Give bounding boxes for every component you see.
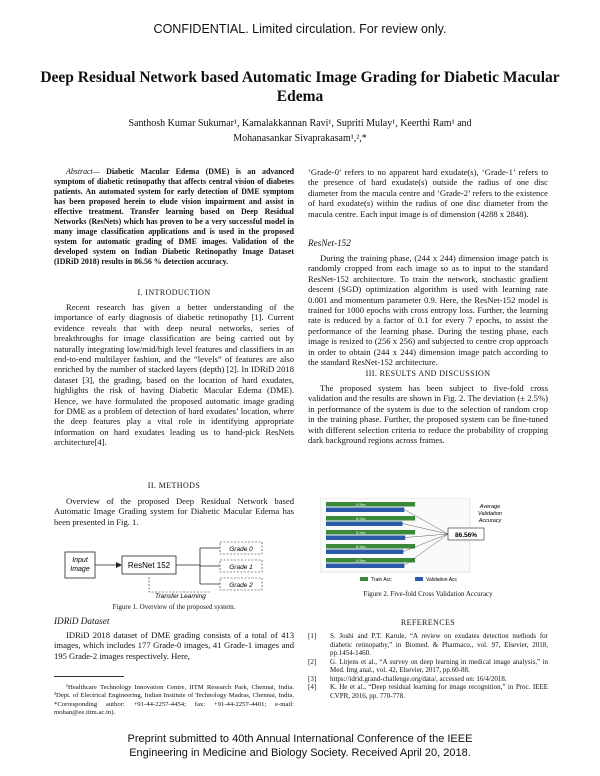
reference-text: https://idrid.grand-challenge.org/data/, accessed on: 16/4/2018. bbox=[330, 674, 507, 683]
reference-text: K. He et al., “Deep residual learning for image recognition,” in Proc. IEEE CVPR, 2016, pp. 770-778. bbox=[330, 683, 548, 700]
authors-line-1: Santhosh Kumar Sukumar¹, Kamalakkannan Ravi¹, Supriti Mulay¹, Keerthi Ram¹ and bbox=[128, 118, 472, 129]
avg-value: 86.56% bbox=[454, 532, 478, 539]
grade-1-label: Grade 1 bbox=[229, 564, 253, 571]
figure-1-caption: Figure 1. Overview of the proposed system. bbox=[112, 603, 236, 611]
resnet-label: ResNet 152 bbox=[127, 561, 171, 570]
figure-2-caption: Figure 2. Five-fold Cross Validation Accuracy bbox=[363, 590, 493, 598]
legend-train-label: Train Acc bbox=[371, 577, 392, 583]
methods-text bbox=[54, 496, 294, 527]
grade-2-label: Grade 2 bbox=[229, 582, 253, 589]
bar-data-label: 0.9xx bbox=[356, 530, 366, 535]
references-title: REFERENCES bbox=[400, 618, 456, 627]
grade-definitions-text bbox=[308, 167, 548, 219]
resnet-paragraph: During the training phase, (244 x 244) dimension image patch is randomly cropped from each image so as to input to the standard ResNet-152 architecture. To train the network, stochastic gradient descent (SGD) optimization algorithm is used with learning rate 0.001 and momentum parameter 0.9. Here, the ResNet-152 model is trained for 1000 epochs with cross entropy loss. Further, the learning rate is reduced by a factor of 0.1 for every 7 epochs, to assist the performance of the learning phase. During the testing phase, each image is resized to (256 x 256) and subjected to centre crop approach in order to obtain (244 x 244) dimension image patch according to the standard ResNet-152 architecture. bbox=[308, 253, 548, 368]
introduction-paragraph: Recent research has given a better understanding of the importance of early diagnosis of diabetic retinopathy [1]. Current evidence reveals that with deep neural networks, series of breakthroughs for image classification are being carried out by naturally integrating low/mid/high level features and classifiers in an end-to-end multilayer fashion, and the “levels” of features are also enriched by the number of stacked layers (depth) [2]. In IDRiD 2018 dataset [3], the grading, based on the location of hard exudates, highlights the risk of having Diabetic Macular Edema (DME). Hence, we have formulated the proposed automatic image grading for DME as a problem of detection of hard exudates’ location, where the deep features play a vital role in identifying appropriate information on hard exudates leading us to hand-pick ResNets architecture[4]. bbox=[54, 302, 294, 448]
reference-item bbox=[308, 632, 548, 658]
reference-text: S. Joshi and P.T. Karule, “A review on exudates detection methods for diabetic retinopathy,” in Biomed. & Pharmaco., vol. 97, Elsevier, 2018, pp.1454-1460. bbox=[330, 632, 548, 657]
idrid-paragraph: IDRiD 2018 dataset of DME grading consists of a total of 413 images, which includes 177 Grade-0 images, 41 Grade-1 images and 195 Grade-2 images respectively. Here, bbox=[54, 630, 294, 661]
reference-item bbox=[308, 658, 548, 675]
figure-2-chart bbox=[320, 498, 530, 586]
grade-0-label: Grade 0 bbox=[229, 546, 253, 553]
authors-line-2: Mohanasankar Sivaprakasam¹,²,* bbox=[233, 133, 367, 144]
submission-line-1: Preprint submitted to 40th Annual International Conference of the IEEE bbox=[127, 733, 473, 745]
results-text bbox=[308, 383, 548, 445]
reference-number: [2] bbox=[308, 657, 317, 666]
section-results-title: III. RESULTS AND DISCUSSION bbox=[365, 369, 491, 378]
authors bbox=[40, 116, 560, 146]
input-label-1: Input bbox=[72, 557, 88, 564]
bar-train-fold-2 bbox=[326, 516, 415, 521]
bar-data-label: 0.9xx bbox=[356, 516, 366, 521]
bar-train-fold-5 bbox=[326, 558, 415, 563]
bar-validation-fold-4 bbox=[326, 550, 403, 555]
reference-number: [1] bbox=[308, 632, 317, 640]
reference-number: [4] bbox=[308, 683, 317, 691]
resnet-section-title: ResNet-152 bbox=[308, 238, 351, 248]
abstract bbox=[54, 167, 294, 267]
introduction-text bbox=[54, 302, 294, 448]
idrid-dataset-text bbox=[54, 630, 294, 661]
transfer-label: Transfer Learning bbox=[155, 593, 206, 600]
footnote bbox=[54, 684, 294, 717]
bar-train-fold-1 bbox=[326, 502, 415, 507]
bar-validation-fold-1 bbox=[326, 508, 404, 513]
footnote-text: ¹Healthcare Technology Innovation Centre, IITM Research Park, Chennai, India. ²Dept. of Electrical Engineering, Indian Institute of Technology Madras, Chennai, India. *Corresponding author: +91-44-2257-4454; fax: +91-44-2257-4401; e-mail: mohan@ee.iitm.ac.in). bbox=[54, 684, 294, 716]
idrid-dataset-title: IDRiD Dataset bbox=[54, 616, 110, 626]
bar-validation-fold-3 bbox=[326, 536, 405, 541]
legend-train-swatch bbox=[360, 577, 368, 581]
results-paragraph: The proposed system has been subject to five-fold cross validation and the results are shown in Fig. 2. The deviation (± 2.5%) in performance of the system is due to the selection of random crop in the training phase. Further, the proposed system can be fine-tuned with different selection criteria to reduce the probability of cropping dark background regions across frames. bbox=[308, 383, 548, 446]
bar-validation-fold-5 bbox=[326, 564, 404, 569]
grade-definitions-paragraph: ‘Grade-0’ refers to no apparent hard exudate(s), ‘Grade-1’ refers to the presence of hard exudate(s) outside the radius of one disc diameter from the macula centre and ‘Grade-2’ refers to the existence of hard exudate(s) within the radius of one disc diameter from the macula centre. Each input image is of dimension (4288 x 2848). bbox=[308, 167, 548, 219]
abstract-lead: Abstract— bbox=[66, 167, 100, 176]
figure-1-diagram bbox=[60, 540, 290, 600]
bar-validation-fold-2 bbox=[326, 522, 403, 527]
legend-validation-swatch bbox=[415, 577, 423, 581]
reference-number: [3] bbox=[308, 674, 317, 683]
input-label-2: Image bbox=[70, 566, 90, 573]
abstract-body: Diabetic Macular Edema (DME) is an advanced symptom of diabetic retinopathy that affects central vision of diabetes patients. An automated system for early detection of DME symptom has been proposed herein to elude vision impairment and assist in effective treatment. Transfer learning based on Deep Residual Networks (ResNets) which has proven to be a very successful model in many image classification applications and is used in the proposed system for automatic grading of DME images. Validation of the developed system on Indian Diabetic Retinopathy Image Dataset (IDRiD 2018) results in 86.56 % detection accuracy. bbox=[54, 167, 294, 266]
bar-data-label: 0.9xx bbox=[356, 544, 366, 549]
bar-train-fold-3 bbox=[326, 530, 415, 535]
submission-note bbox=[0, 732, 600, 760]
bar-data-label: 0.9xx bbox=[356, 502, 366, 507]
transfer-path bbox=[149, 577, 210, 592]
section-methods-title: II. METHODS bbox=[147, 481, 201, 490]
reference-item bbox=[308, 683, 548, 700]
avg-label-1: Average bbox=[479, 504, 501, 510]
reference-text: G. Litjens et al., “A survey on deep learning in medical image analysis,” in Med. Img anal., vol. 42, Elsevier, 2017, pp.60-88. bbox=[330, 657, 548, 674]
methods-paragraph: Overview of the proposed Deep Residual Network based Automatic Image Grading system for Diabetic Macular Edema has been presented in Fig. 1. bbox=[54, 496, 294, 527]
paper-title: Deep Residual Network based Automatic Image Grading for Diabetic Macular Edema bbox=[40, 69, 560, 105]
resnet-text bbox=[308, 253, 548, 367]
section-introduction-title: I. INTRODUCTION bbox=[137, 288, 211, 297]
bar-train-fold-4 bbox=[326, 544, 415, 549]
confidential-header: CONFIDENTIAL. Limited circulation. For review only. bbox=[153, 22, 447, 36]
input-image-box bbox=[65, 552, 95, 578]
bar-data-label: 0.9xx bbox=[356, 558, 366, 563]
legend-validation-label: Validation Acc bbox=[426, 577, 458, 583]
references-list bbox=[308, 632, 548, 700]
footnote-rule bbox=[54, 676, 124, 677]
submission-line-2: Engineering in Medicine and Biology Society. Received April 20, 2018. bbox=[129, 747, 471, 759]
reference-item bbox=[308, 675, 548, 684]
avg-label-3: Accuracy bbox=[478, 518, 502, 524]
avg-label-2: Validation bbox=[478, 511, 502, 517]
arrowhead-input bbox=[116, 562, 122, 568]
